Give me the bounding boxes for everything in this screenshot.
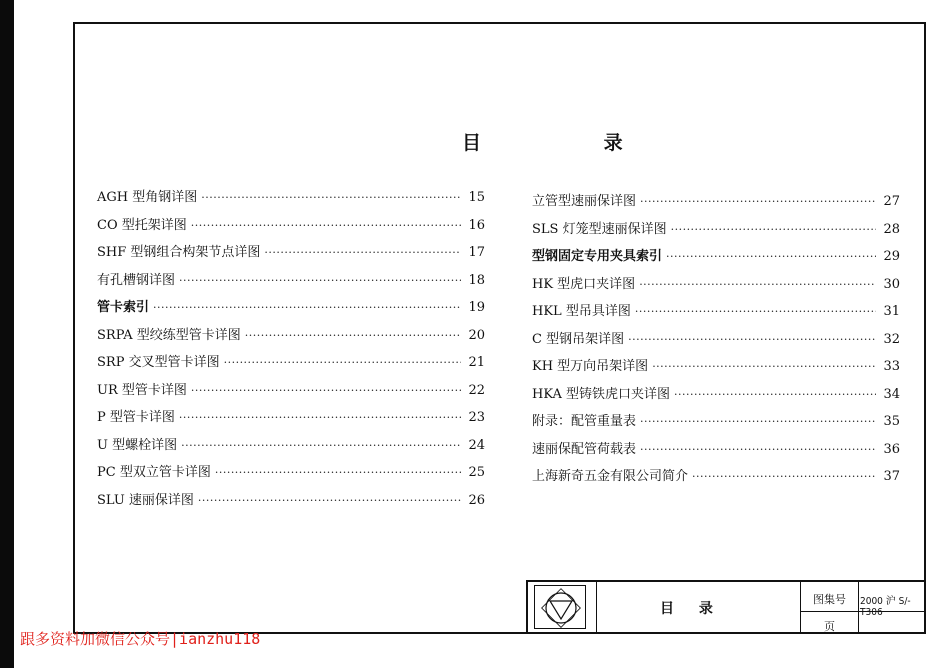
dot-leader bbox=[264, 246, 461, 259]
dot-leader bbox=[245, 329, 461, 342]
toc-entry-page: 31 bbox=[883, 304, 900, 319]
toc-entry bbox=[532, 410, 900, 438]
toc-entry-page: 23 bbox=[468, 410, 485, 425]
atlas-number: 2000 沪 S/-T306 bbox=[860, 596, 911, 618]
toc-entry-label: 型钢固定专用夹具索引 bbox=[532, 249, 663, 264]
toc-entry bbox=[532, 328, 900, 356]
toc-entry-label: U 型螺栓详图 bbox=[97, 437, 178, 453]
dot-leader bbox=[215, 466, 461, 479]
toc-entry bbox=[97, 269, 485, 297]
toc-entry-page: 25 bbox=[468, 465, 485, 480]
toc-entry bbox=[532, 245, 900, 273]
toc-entry-page: 29 bbox=[883, 249, 900, 264]
toc-entry bbox=[97, 489, 485, 517]
dot-leader bbox=[153, 301, 461, 314]
toc-entry-page: 26 bbox=[468, 492, 485, 508]
dot-leader bbox=[191, 384, 461, 397]
toc-entry bbox=[532, 355, 900, 383]
toc-entry-label: AGH 型角钢详图 bbox=[97, 190, 198, 205]
toc-entry-label: SLU 速丽保详图 bbox=[97, 492, 194, 508]
dot-leader bbox=[666, 250, 876, 263]
toc-entry bbox=[532, 190, 900, 218]
toc-entry-label: 速丽保配管荷载表 bbox=[532, 441, 637, 457]
toc-entry-label: KH 型万向吊架详图 bbox=[532, 359, 649, 374]
toc-entry bbox=[97, 241, 485, 269]
toc-entry-page: 19 bbox=[468, 300, 485, 315]
toc-entry-page: 27 bbox=[883, 194, 900, 209]
toc-entry-page: 37 bbox=[883, 469, 900, 484]
scan-edge bbox=[0, 0, 14, 668]
dot-leader bbox=[640, 443, 876, 456]
toc-entry-label: SLS 灯笼型速丽保详图 bbox=[532, 221, 667, 237]
dot-leader bbox=[635, 305, 876, 318]
toc-entry bbox=[97, 324, 485, 352]
toc-entry-label: PC 型双立管卡详图 bbox=[97, 465, 211, 480]
toc-entry bbox=[532, 438, 900, 466]
toc-entry-page: 33 bbox=[883, 359, 900, 374]
toc-entry-label: SRPA 型绞练型管卡详图 bbox=[97, 327, 241, 343]
toc-entry-page: 24 bbox=[468, 437, 485, 453]
toc-entry bbox=[532, 300, 900, 328]
toc-entry-label: HKL 型吊具详图 bbox=[532, 304, 631, 319]
dot-leader bbox=[692, 470, 876, 483]
page-title: 目 录 bbox=[462, 132, 681, 154]
toc-entry bbox=[97, 214, 485, 242]
toc-entry-page: 20 bbox=[468, 327, 485, 343]
toc-entry bbox=[97, 379, 485, 407]
title-block-divider bbox=[858, 582, 859, 634]
toc-entry-label: HK 型虎口夹详图 bbox=[532, 276, 636, 292]
toc-entry bbox=[97, 186, 485, 214]
toc-entry-label: HKA 型铸铁虎口夹详图 bbox=[532, 386, 671, 402]
toc-entry-page: 21 bbox=[468, 355, 485, 370]
toc-entry bbox=[532, 465, 900, 493]
toc-entry-label: 管卡索引 bbox=[97, 300, 150, 315]
toc-entry-page: 30 bbox=[883, 276, 900, 292]
dot-leader bbox=[640, 415, 876, 428]
dot-leader bbox=[671, 223, 876, 236]
toc-entry-page: 32 bbox=[883, 331, 900, 347]
dot-leader bbox=[674, 388, 876, 401]
title-block-divider bbox=[596, 582, 597, 634]
dot-leader bbox=[181, 439, 461, 452]
toc-entry-label: SHF 型钢组合构架节点详图 bbox=[97, 245, 261, 260]
dot-leader bbox=[179, 411, 461, 424]
toc-entry-page: 17 bbox=[468, 245, 485, 260]
toc-left-column bbox=[97, 186, 485, 516]
toc-entry-label: 附录：配管重量表 bbox=[532, 414, 637, 429]
toc-entry-label: P 型管卡详图 bbox=[97, 410, 175, 425]
title-block bbox=[526, 580, 926, 634]
toc-entry-page: 36 bbox=[883, 441, 900, 457]
dot-leader bbox=[179, 274, 461, 287]
dot-leader bbox=[191, 219, 461, 232]
toc-entry-label: C 型钢吊架详图 bbox=[532, 331, 625, 347]
toc-entry-page: 15 bbox=[468, 190, 485, 205]
dot-leader bbox=[198, 494, 461, 507]
toc-entry-page: 16 bbox=[468, 217, 485, 233]
toc-entry bbox=[97, 461, 485, 489]
toc-entry-page: 18 bbox=[468, 272, 485, 288]
toc-entry bbox=[532, 218, 900, 246]
title-block-divider bbox=[800, 582, 801, 634]
toc-entry bbox=[97, 351, 485, 379]
toc-entry bbox=[97, 406, 485, 434]
toc-entry-page: 35 bbox=[883, 414, 900, 429]
atlas-number-label: 图集号 bbox=[813, 593, 846, 606]
dot-leader bbox=[201, 191, 461, 204]
toc-entry-page: 34 bbox=[883, 386, 900, 402]
title-block-title: 目 录 bbox=[660, 601, 723, 617]
toc-right-column bbox=[532, 190, 900, 493]
toc-entry-label: CO 型托架详图 bbox=[97, 217, 187, 233]
page-label: 页 bbox=[824, 620, 835, 633]
toc-entry bbox=[97, 434, 485, 462]
toc-entry-label: 立管型速丽保详图 bbox=[532, 194, 637, 209]
toc-entry-label: SRP 交叉型管卡详图 bbox=[97, 355, 220, 370]
triangle-in-circle-icon bbox=[541, 588, 581, 628]
toc-entry-label: 有孔槽钢详图 bbox=[97, 272, 176, 288]
toc-entry-page: 28 bbox=[883, 221, 900, 237]
dot-leader bbox=[652, 360, 876, 373]
toc-entry-label: 上海新奇五金有限公司简介 bbox=[532, 469, 689, 484]
dot-leader bbox=[640, 195, 876, 208]
watermark-text: 跟多资料加微信公众号|ianzhu118 bbox=[20, 630, 261, 648]
toc-entry bbox=[532, 273, 900, 301]
toc-entry bbox=[97, 296, 485, 324]
toc-entry bbox=[532, 383, 900, 411]
dot-leader bbox=[628, 333, 876, 346]
toc-entry-page: 22 bbox=[468, 382, 485, 398]
dot-leader bbox=[639, 278, 876, 291]
toc-entry-label: UR 型管卡详图 bbox=[97, 382, 187, 398]
logo-cell bbox=[534, 585, 586, 629]
dot-leader bbox=[224, 356, 461, 369]
